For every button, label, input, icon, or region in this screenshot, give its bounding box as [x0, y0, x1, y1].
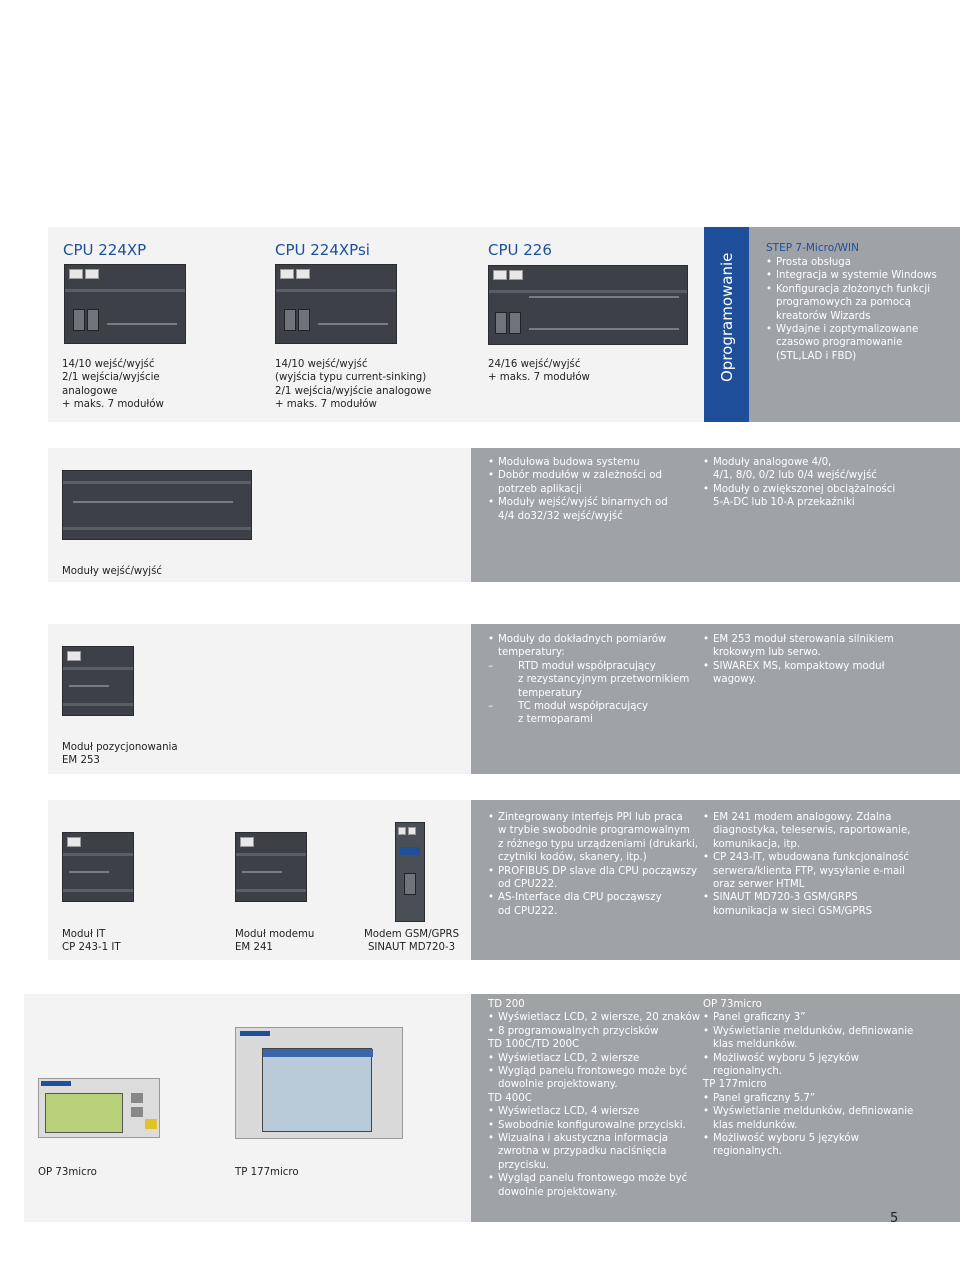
row4-col2-item: • CP 243-IT, wbudowana funkcjonalność	[703, 851, 910, 864]
em241-caption-line: EM 241	[235, 942, 273, 954]
row4-col2-item: komunikacja, itp.	[713, 838, 801, 850]
row4-col2-item: komunikacja w sieci GSM/GPRS	[713, 905, 873, 917]
row3-col2	[703, 633, 894, 687]
row5-col1-item: • Wizualna i akustyczna informacja	[488, 1132, 700, 1145]
row5-col2-item: klas meldunków.	[713, 1119, 798, 1131]
em253-caption	[62, 741, 178, 768]
row4-col1-item: z różnego typu urządzeniami (drukarki,	[498, 838, 699, 850]
cpu224xpsi-line: + maks. 7 modułów	[275, 399, 377, 411]
row4-col1	[488, 811, 698, 918]
tp177-image	[235, 1027, 403, 1139]
row3-col2-item: krokowym lub serwo.	[713, 647, 821, 659]
em253-caption-line: Moduł pozycjonowania	[62, 742, 178, 753]
row4-col2-item: serwera/klienta FTP, wysyłanie e-mail	[713, 865, 905, 877]
md720-caption	[364, 928, 459, 955]
row4-col2-item: • EM 241 modem analogowy. Zdalna	[703, 811, 910, 824]
cpu224xp-line: 2/1 wejścia/wyjście	[62, 372, 160, 384]
software-item: • Konfiguracja złożonych funkcji	[766, 283, 937, 296]
row5-col2-item: regionalnych.	[713, 1146, 783, 1158]
row5-col2-item: klas meldunków.	[713, 1039, 798, 1051]
cpu224xpsi-line: 14/10 wejść/wyjść	[275, 359, 368, 370]
cpu224xp-line: analogowe	[62, 385, 118, 397]
cpu226-desc	[488, 358, 590, 385]
row3-col1-item: – RTD moduł współpracujący	[488, 660, 689, 673]
row4-col1-item: od CPU222.	[498, 905, 558, 917]
row3-col1-item: – TC moduł współpracujący	[488, 700, 689, 713]
row5-col1-item: • Wygląd panelu frontowego może być	[488, 1065, 700, 1078]
row5-col2-item: TP 177micro	[703, 1079, 767, 1091]
row5-col1-item: • Wygląd panelu frontowego może być	[488, 1172, 700, 1185]
row5-col2-item: • Wyświetlanie meldunków, definiowanie	[703, 1025, 913, 1038]
row2-col1	[488, 456, 668, 523]
row5-col2	[703, 998, 913, 1159]
cpu226-title: CPU 226	[488, 241, 552, 259]
row5-col2-item: • Wyświetlanie meldunków, definiowanie	[703, 1105, 913, 1118]
md720-image	[395, 822, 425, 922]
row4-col1-item: czytniki kodów, skanery, itp.)	[498, 852, 647, 864]
software-item: • Wydajne i zoptymalizowane	[766, 323, 937, 336]
row5-col2-item: regionalnych.	[713, 1066, 783, 1078]
row4-col1-item: • PROFIBUS DP slave dla CPU począwszy	[488, 865, 698, 878]
row3-col1-item: temperatury	[518, 687, 583, 699]
row5-col1-item: przycisku.	[498, 1159, 550, 1171]
row5-col1-item: TD 400C	[488, 1092, 532, 1104]
row2-col2-item: 4/1, 8/0, 0/2 lub 0/4 wejść/wyjść	[713, 470, 877, 482]
md720-caption-line: SINAUT MD720-3	[367, 942, 456, 954]
row5-col1-item: • Wyświetlacz LCD, 4 wiersze	[488, 1105, 700, 1118]
row5-col1-item: • Wyświetlacz LCD, 2 wiersze, 20 znaków	[488, 1011, 700, 1024]
row5-col1-item: • Swobodnie konfigurowalne przyciski.	[488, 1119, 700, 1132]
cp243-caption-line: CP 243-1 IT	[62, 942, 121, 954]
row2-col1-item: 4/4 do32/32 wejść/wyjść	[498, 510, 623, 522]
cpu226-line: 24/16 wejść/wyjść	[488, 359, 581, 370]
cpu224xpsi-line: 2/1 wejścia/wyjście analogowe	[275, 385, 432, 397]
row4-col2	[703, 811, 910, 918]
row2-col1-item: • Modułowa budowa systemu	[488, 456, 668, 469]
software-features	[766, 256, 937, 363]
row2-col1-item: potrzeb aplikacji	[498, 483, 582, 495]
em241-caption	[235, 928, 314, 955]
row5-col2-item: • Możliwość wyboru 5 języków	[703, 1052, 913, 1065]
row3-col1-item: z termoparami	[518, 714, 593, 726]
cpu224xp-desc	[62, 358, 164, 412]
software-vertical-label: Oprogramowanie	[718, 252, 736, 382]
em241-caption-line: Moduł modemu	[235, 929, 315, 940]
software-item: kreatorów Wizards	[776, 310, 871, 322]
row4-col2-item: oraz serwer HTML	[713, 879, 805, 891]
row2-col2-item: • Moduły o zwiększonej obciążalności	[703, 483, 895, 496]
row3-col1-item: z rezystancyjnym przetwornikiem	[518, 674, 690, 686]
em241-image	[235, 832, 307, 902]
row2-col1-item: • Moduły wejść/wyjść binarnych od	[488, 496, 668, 509]
row5-col2-item: • Możliwość wyboru 5 języków	[703, 1132, 913, 1145]
md720-caption-line: Modem GSM/GPRS	[364, 929, 460, 940]
cpu224xpsi-image	[275, 264, 397, 344]
row5-col2-item: • Panel graficzny 5.7”	[703, 1092, 913, 1105]
tp177-caption: TP 177micro	[235, 1167, 299, 1178]
row5-col2-item: • Panel graficzny 3”	[703, 1011, 913, 1024]
cpu224xpsi-title: CPU 224XPsi	[275, 241, 370, 259]
row5-col2-item: OP 73micro	[703, 999, 762, 1010]
row3-col2-item: • SIWAREX MS, kompaktowy moduł	[703, 660, 894, 673]
row3-col2-item: wagowy.	[713, 674, 757, 686]
software-item: • Prosta obsługa	[766, 256, 937, 269]
software-item: (STL,LAD i FBD)	[776, 350, 857, 362]
row5-col1-item: • 8 programowalnych przycisków	[488, 1025, 700, 1038]
row3-col1-item: temperatury:	[498, 647, 565, 659]
cp243-caption	[62, 928, 121, 955]
page-number: 5	[890, 1211, 899, 1226]
cpu226-line: + maks. 7 modułów	[488, 372, 590, 384]
software-item: programowych za pomocą	[776, 297, 911, 309]
row4-col2-item: diagnostyka, teleserwis, raportowanie,	[713, 825, 911, 837]
op73-image	[38, 1078, 160, 1138]
row2-col2	[703, 456, 895, 510]
row4-col1-item: w trybie swobodnie programowalnym	[498, 825, 690, 837]
row5-col1-item: TD 100C/TD 200C	[488, 1039, 580, 1051]
cpu224xp-image	[64, 264, 186, 344]
cpu224xp-line: 14/10 wejść/wyjść	[62, 359, 155, 370]
row4-col1-item: • AS-Interface dla CPU począwszy	[488, 891, 698, 904]
row5-col1	[488, 998, 700, 1199]
row2-col2-item: • Moduły analogowe 4/0,	[703, 456, 895, 469]
row5-col1-item: TD 200	[488, 999, 525, 1010]
row2-col1-item: • Dobór modułów w zależności od	[488, 469, 668, 482]
cpu224xp-title: CPU 224XP	[63, 241, 147, 259]
row4-col1-item: od CPU222.	[498, 879, 558, 891]
cpu224xp-line: + maks. 7 modułów	[62, 399, 164, 411]
cpu224xpsi-line: (wyjścia typu current-sinking)	[275, 372, 427, 384]
row4-col2-item: • SINAUT MD720-3 GSM/GRPS	[703, 891, 910, 904]
row5-col1-item: dowolnie projektowany.	[498, 1186, 618, 1198]
cp243-image	[62, 832, 134, 902]
row2-col2-item: 5-A-DC lub 10-A przekaźniki	[713, 497, 855, 509]
row5-col1-item: zwrotna w przypadku naciśnięcia	[498, 1146, 667, 1158]
row5-col1-item: dowolnie projektowany.	[498, 1079, 618, 1091]
row4-col1-item: • Zintegrowany interfejs PPI lub praca	[488, 811, 698, 824]
row3-col2-item: • EM 253 moduł sterowania silnikiem	[703, 633, 894, 646]
io-caption: Moduły wejść/wyjść	[62, 566, 162, 577]
cp243-caption-line: Moduł IT	[62, 929, 106, 940]
software-heading: STEP 7-Micro/WIN	[766, 242, 859, 254]
software-item: czasowo programowanie	[776, 337, 903, 349]
em253-caption-line: EM 253	[62, 755, 100, 767]
op73-caption: OP 73micro	[38, 1167, 97, 1178]
software-item: • Integracja w systemie Windows	[766, 269, 937, 282]
em253-image	[62, 646, 134, 716]
io-module-image	[62, 470, 252, 540]
row3-col1-item: • Moduły do dokładnych pomiarów	[488, 633, 689, 646]
row5-col1-item: • Wyświetlacz LCD, 2 wiersze	[488, 1052, 700, 1065]
cpu224xpsi-desc	[275, 358, 431, 412]
cpu226-image	[488, 265, 688, 345]
row3-col1	[488, 633, 689, 727]
